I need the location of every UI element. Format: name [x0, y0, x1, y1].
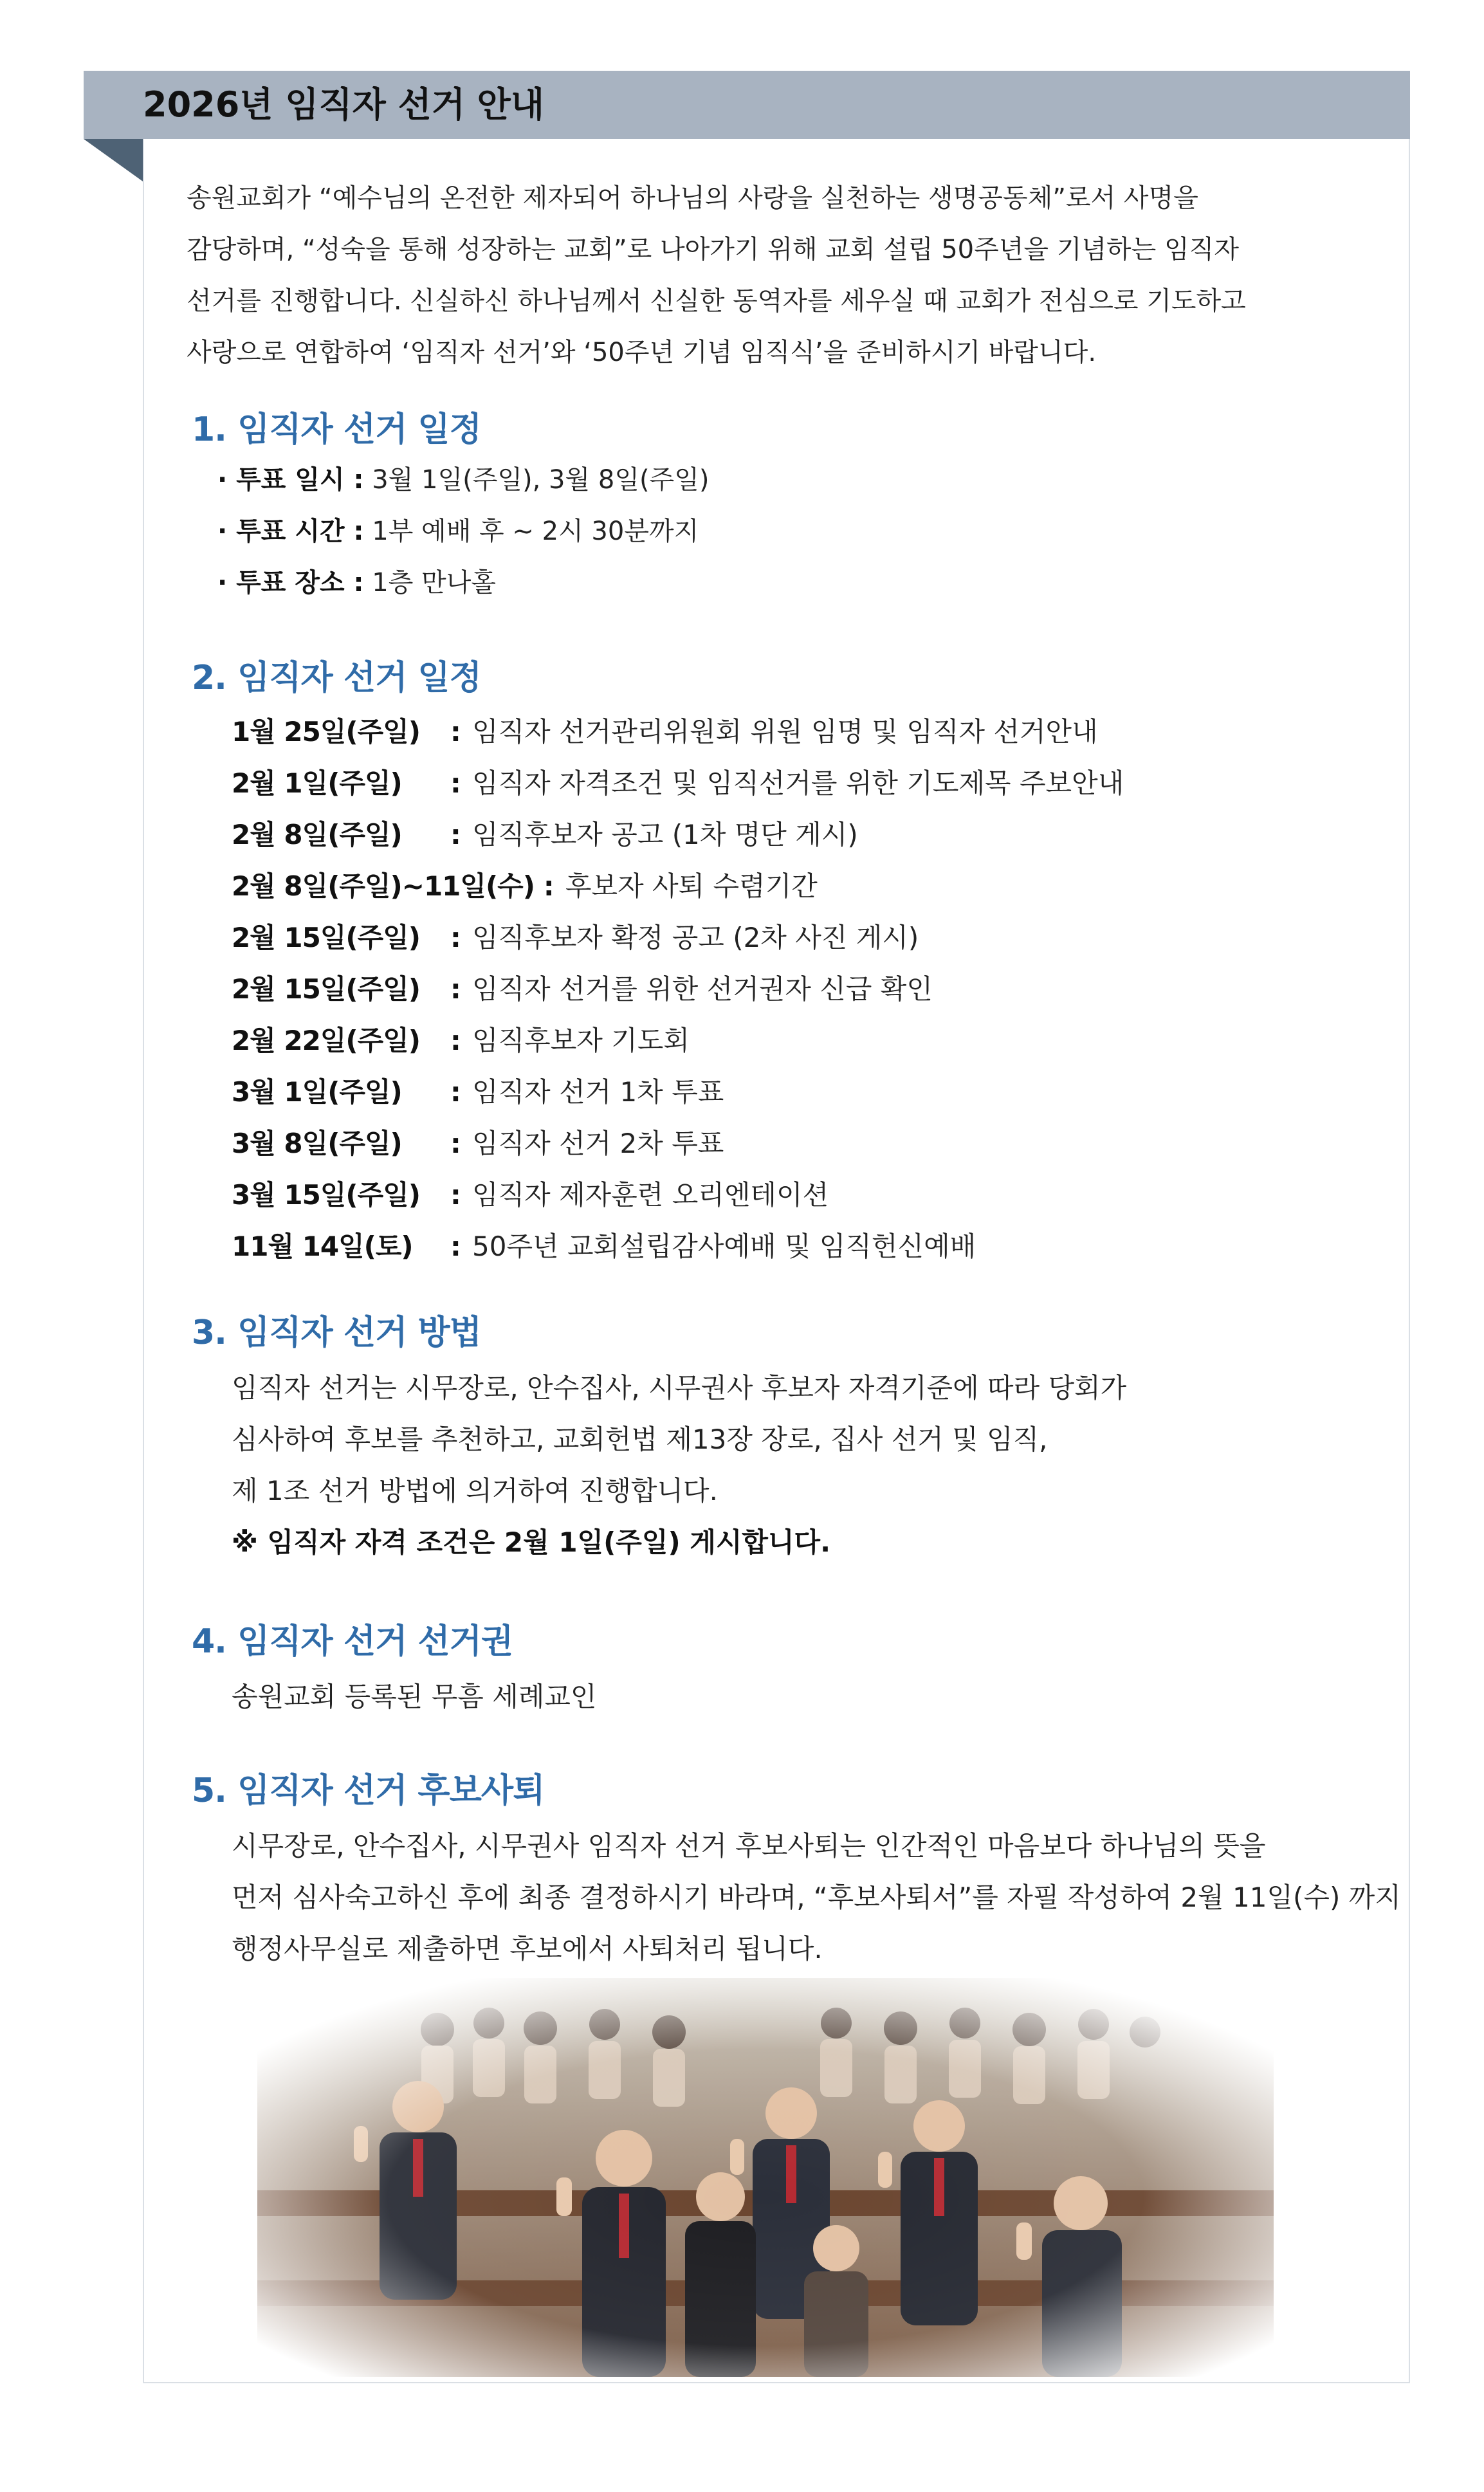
election-method-text [232, 1362, 1126, 1568]
schedule-row: 2월 15일(주일) : 임직자 선거를 위한 선거권자 신급 확인 [232, 973, 933, 1005]
intro-line: 송원교회가 “예수님의 온전한 제자되어 하나님의 사랑을 실천하는 생명공동체”로서 사명을 [187, 183, 1198, 213]
intro-line: 사랑으로 연합하여 ‘임직자 선거’와 ‘50주년 기념 임직식’을 준비하시기 바랍니다. [187, 338, 1097, 367]
section-heading-3: 3. 임직자 선거 방법 [192, 1314, 481, 1352]
section-heading-5: 5. 임직자 선거 후보사퇴 [192, 1772, 545, 1810]
section-heading-2: 2. 임직자 선거 일정 [192, 659, 481, 697]
section-heading-1: 1. 임직자 선거 일정 [192, 410, 481, 449]
section-heading-4: 4. 임직자 선거 선거권 [192, 1622, 513, 1661]
schedule-row: 2월 8일(주일)~11일(수) : 후보자 사퇴 수렴기간 [232, 870, 818, 902]
method-line: 임직자 선거는 시무장로, 안수집사, 시무권사 후보자 자격기준에 따라 당회가 [232, 1372, 1127, 1404]
election-schedule [232, 706, 1124, 1272]
vote-place-item: · 투표 장소 : 1층 만나홀 [217, 568, 496, 598]
withdrawal-text [232, 1820, 1401, 1975]
title-fold-decoration [84, 139, 143, 181]
title-bar [84, 71, 1410, 139]
schedule-row: 3월 1일(주일) : 임직자 선거 1차 투표 [232, 1076, 724, 1108]
vote-info-list [217, 454, 709, 609]
withdrawal-line: 시무장로, 안수집사, 시무권사 임직자 선거 후보사퇴는 인간적인 마음보다 하나님의 뜻을 [232, 1830, 1266, 1862]
withdrawal-line: 행정사무실로 제출하면 후보에서 사퇴처리 됩니다. [232, 1933, 823, 1965]
vote-time-item: · 투표 시간 : 1부 예배 후 ~ 2시 30분까지 [217, 517, 699, 546]
method-line: 제 1조 선거 방법에 의거하여 진행합니다. [232, 1475, 718, 1507]
qualification-note: ※ 임직자 자격 조건은 2월 1일(주일) 게시합니다. [232, 1526, 831, 1558]
schedule-row: 2월 15일(주일) : 임직후보자 확정 공고 (2차 사진 게시) [232, 922, 919, 953]
congregation-photo [257, 1978, 1274, 2377]
withdrawal-line: 먼저 심사숙고하신 후에 최종 결정하시기 바라며, “후보사퇴서”를 자필 작성하여 2월 11일(수) 까지 [232, 1882, 1401, 1913]
schedule-row: 3월 15일(주일) : 임직자 제자훈련 오리엔테이션 [232, 1179, 829, 1211]
intro-line: 선거를 진행합니다. 신실하신 하나님께서 신실한 동역자를 세우실 때 교회가 전심으로 기도하고 [187, 286, 1246, 316]
vote-date-item: · 투표 일시 : 3월 1일(주일), 3월 8일(주일) [217, 465, 710, 495]
schedule-row: 2월 8일(주일) : 임직후보자 공고 (1차 명단 게시) [232, 819, 858, 850]
schedule-row: 2월 22일(주일) : 임직후보자 기도회 [232, 1025, 690, 1056]
schedule-row: 11월 14일(토) : 50주년 교회설립감사예배 및 임직헌신예배 [232, 1231, 976, 1262]
intro-line: 감당하며, “성숙을 통해 성장하는 교회”로 나아가기 위해 교회 설립 50주년을 기념하는 임직자 [187, 235, 1239, 264]
page-title: 2026년 임직자 선거 안내 [143, 84, 545, 125]
schedule-row: 1월 25일(주일) : 임직자 선거관리위원회 위원 임명 및 임직자 선거안내 [232, 716, 1098, 747]
voting-right-text: 송원교회 등록된 무흠 세례교인 [232, 1681, 597, 1712]
method-line: 심사하여 후보를 추천하고, 교회헌법 제13장 장로, 집사 선거 및 임직, [232, 1424, 1048, 1455]
schedule-row: 2월 1일(주일) : 임직자 자격조건 및 임직선거를 위한 기도제목 주보안내 [232, 767, 1124, 799]
intro-paragraph [187, 172, 1389, 378]
schedule-row: 3월 8일(주일) : 임직자 선거 2차 투표 [232, 1128, 724, 1159]
